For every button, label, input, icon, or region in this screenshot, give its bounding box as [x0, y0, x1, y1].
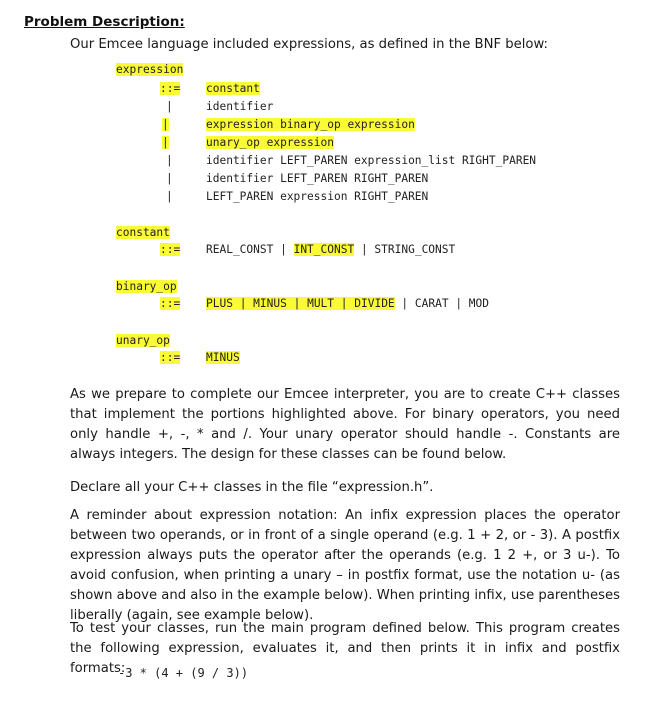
alt-text: unary_op expression: [206, 136, 334, 149]
example-expression: -3 * (4 + (9 / 3)): [118, 666, 249, 680]
alt-minus: MINUS: [253, 297, 287, 310]
alt-sep: |: [354, 243, 375, 256]
alt-divide: DIVIDE: [354, 297, 395, 310]
pipe-highlight: |: [162, 118, 169, 131]
bnf-expression-alt6: identifier LEFT_PAREN RIGHT_PAREN: [206, 172, 429, 185]
bnf-constant-name: [116, 226, 170, 239]
bnf-expression-alt4: [206, 136, 334, 149]
intro-text: Our Emcee language included expressions, as defined in the BNF below:: [70, 37, 548, 52]
alt-mult: MULT: [307, 297, 335, 310]
alt-text: MINUS: [206, 351, 240, 364]
alt-sep: |: [394, 297, 415, 310]
bnf-expression-alt3: [206, 118, 415, 131]
bnf-binary-op-def: [160, 297, 180, 310]
bnf-constant-alts: [206, 243, 455, 256]
alt-carat: CARAT: [414, 297, 449, 310]
bnf-constant-def: [160, 243, 180, 256]
alt-sep: |: [232, 297, 254, 310]
bnf-binary-op-name: [116, 280, 177, 293]
alt-sep: |: [334, 297, 355, 310]
def-symbol: ::=: [160, 297, 181, 310]
bnf-pipe: |: [166, 154, 173, 167]
def-symbol: ::=: [160, 82, 181, 95]
def-symbol: ::=: [160, 243, 181, 256]
bnf-pipe: |: [166, 172, 173, 185]
bnf-pipe: [162, 118, 169, 131]
alt-real: REAL_CONST: [206, 243, 274, 256]
rule-name: constant: [116, 226, 170, 239]
alt-mod: MOD: [468, 297, 490, 310]
rule-name: expression: [116, 63, 184, 76]
rule-name: binary_op: [116, 280, 177, 293]
def-symbol: ::=: [160, 351, 181, 364]
bnf-pipe: |: [166, 100, 173, 113]
alt-sep: |: [448, 297, 469, 310]
bnf-unary-op-alt1: [206, 351, 240, 364]
alt-int: INT_CONST: [293, 243, 355, 256]
bnf-binary-op-alts: [206, 297, 489, 310]
bnf-expression-def: [160, 82, 180, 95]
alt-plus: PLUS: [206, 297, 233, 310]
alt-text: expression binary_op expression: [206, 118, 415, 131]
alt-string: STRING_CONST: [374, 243, 456, 256]
bnf-expression-name: [116, 63, 183, 76]
bnf-pipe: |: [166, 190, 173, 203]
bnf-expression-alt1: [206, 82, 260, 95]
rule-name: unary_op: [116, 334, 170, 347]
alt-sep: |: [286, 297, 308, 310]
bnf-expression-alt2: identifier: [206, 100, 274, 113]
paragraph-notation: A reminder about expression notation: An infix expression places the operator between two operands, or in front of a single operand (e.g. 1 + 2, or - 3). A postfix expression always puts the operator after the operands (e.g. 1 2 +, or 3 u-). To avoid confusion, when printing a unary – in postfix format, use the notation u- (as shown above and also in the example below). When printing infix, use parentheses liberally (again, see example below).: [70, 508, 620, 623]
bnf-unary-op-def: [160, 351, 180, 364]
alt-text: constant: [206, 82, 260, 95]
highlighted-ops: [206, 297, 395, 310]
pipe-highlight: |: [162, 136, 169, 149]
bnf-expression-alt5: identifier LEFT_PAREN expression_list RIGHT_PAREN: [206, 154, 537, 167]
paragraph-declare: Declare all your C++ classes in the file “expression.h”.: [70, 480, 434, 495]
problem-heading: Problem Description:: [24, 14, 185, 30]
bnf-pipe: [162, 136, 169, 149]
paragraph-task: As we prepare to complete our Emcee interpreter, you are to create C++ classes that implement the portions highlighted above. For binary operators, you need only handle +, -, * and /. Your unary operator should handle -. Constants are always integers. The design for these classes can be found below.: [70, 387, 620, 462]
alt-sep: |: [273, 243, 294, 256]
paragraph-test: To test your classes, run the main program defined below. This program creates the following expression, evaluates it, and then prints it in infix and postfix formats:: [70, 621, 620, 676]
bnf-unary-op-name: [116, 334, 170, 347]
bnf-expression-alt7: LEFT_PAREN expression RIGHT_PAREN: [206, 190, 429, 203]
